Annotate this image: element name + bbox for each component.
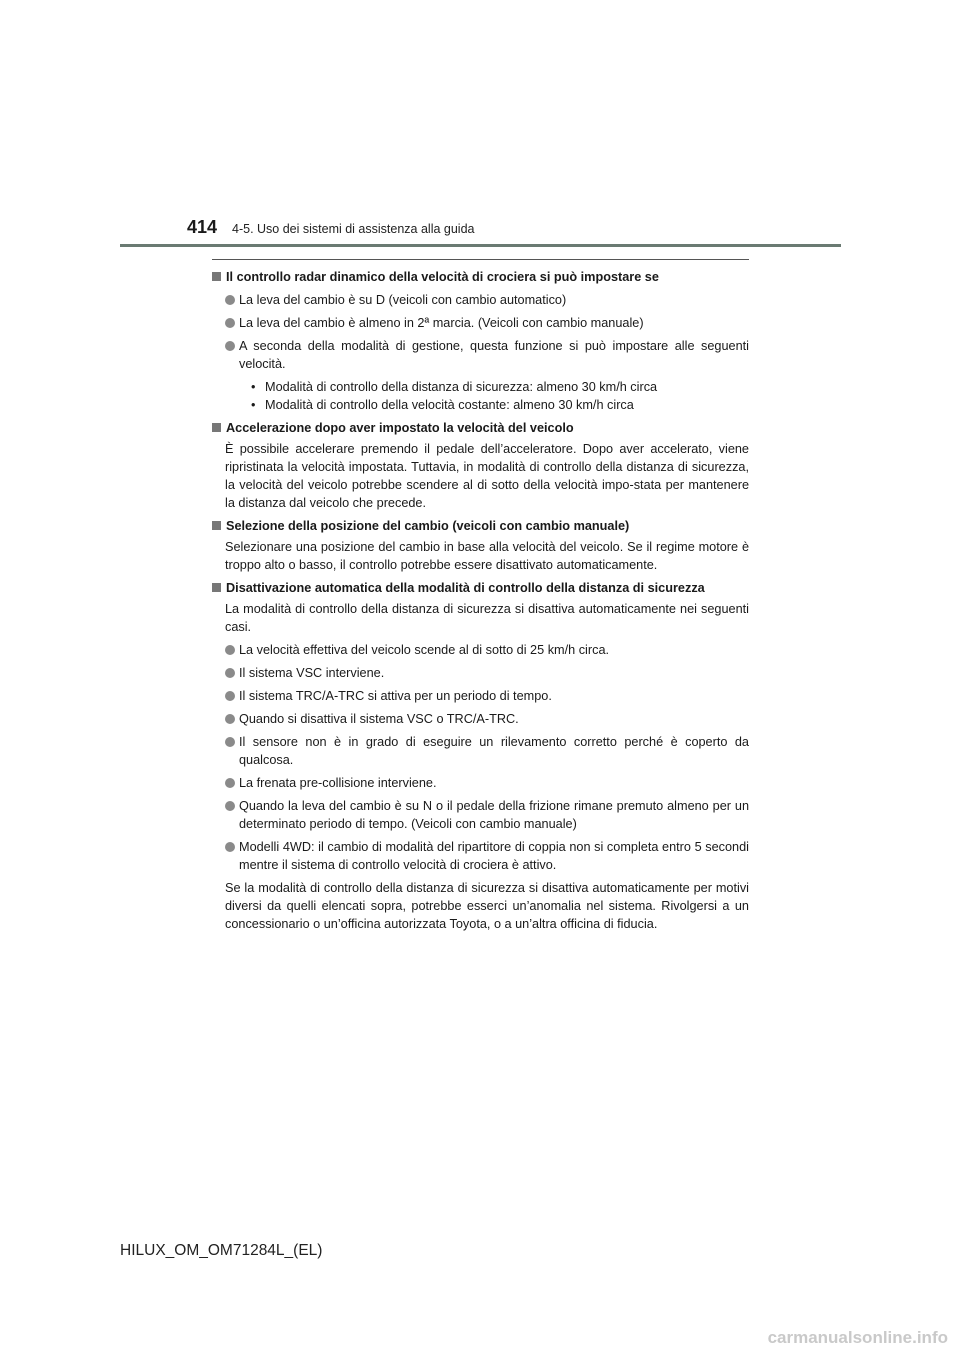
sub-list-item-text: Modalità di controllo della distanza di sicurezza: almeno 30 km/h circa: [265, 380, 658, 394]
square-bullet-icon: [212, 423, 221, 432]
circle-bullet-icon: [225, 668, 235, 678]
list-item: [225, 291, 749, 309]
list-item: [225, 337, 749, 373]
section-title: [212, 517, 749, 535]
list-item-text: La leva del cambio è su D (veicoli con cambio automatico): [239, 293, 567, 307]
circle-bullet-icon: [225, 778, 235, 788]
small-bullet-icon: •: [251, 380, 256, 394]
section-body: [212, 440, 749, 512]
list-item: [225, 774, 749, 792]
closing-paragraph: Se la modalità di controllo della distanza di sicurezza si disattiva automaticamente per motivi diversi da quelli elencati sopra, potrebbe esserci un’anomalia nel sistema. Rivolgersi a un concessionario o un’officina autorizzata Toyota, o a un’altra officina di fiducia.: [225, 881, 749, 931]
list-item-text: A seconda della modalità di gestione, questa funzione si può impostare alle seguenti velocità.: [239, 339, 749, 371]
document-code: HILUX_OM_OM71284L_(EL): [120, 1242, 323, 1259]
list-item: [225, 733, 749, 769]
section-title-text: Disattivazione automatica della modalità di controllo della distanza di sicurezza: [226, 581, 705, 595]
list-item-text: La velocità effettiva del veicolo scende al di sotto di 25 km/h circa.: [239, 643, 610, 657]
chapter-title: 4-5. Uso dei sistemi di assistenza alla guida: [232, 222, 475, 236]
list-item-text: Il sensore non è in grado di eseguire un rilevamento corretto perché è coperto da qualcosa.: [239, 735, 749, 767]
paragraph: Selezionare una posizione del cambio in base alla velocità del veicolo. Se il regime motore è troppo alto o basso, il controllo potrebbe essere disattivato automaticamente.: [225, 540, 749, 572]
list-item: [225, 664, 749, 682]
section-title-text: Selezione della posizione del cambio (veicoli con cambio manuale): [226, 519, 630, 533]
paragraph: È possibile accelerare premendo il pedale dell’acceleratore. Dopo aver accelerato, viene ripristinata la velocità impostata. Tuttavia, in modalità di controllo della distanza di sicurezza, la velocità del veicolo potrebbe scendere al di sotto della velocità impo-stata per mantenere la distanza dal veicolo che precede.: [225, 442, 749, 510]
section-title-text: Accelerazione dopo aver impostato la velocità del veicolo: [226, 421, 574, 435]
square-bullet-icon: [212, 272, 221, 281]
list-item: [225, 314, 749, 332]
circle-bullet-icon: [225, 842, 235, 852]
small-bullet-icon: •: [251, 398, 256, 412]
list-item-text: La frenata pre-collisione interviene.: [239, 776, 437, 790]
section-body: [212, 600, 749, 933]
section-title-text: Il controllo radar dinamico della velocità di crociera si può impostare se: [226, 270, 659, 284]
list-item: [225, 641, 749, 659]
list-item: [225, 687, 749, 705]
content: [212, 259, 749, 933]
circle-bullet-icon: [225, 691, 235, 701]
section-title: [212, 419, 749, 437]
header-rule: [120, 244, 841, 247]
list-item-text: Quando la leva del cambio è su N o il pedale della frizione rimane premuto almeno per un determinato periodo di tempo. (Veicoli con cambio manuale): [239, 799, 749, 831]
circle-bullet-icon: [225, 341, 235, 351]
circle-bullet-icon: [225, 714, 235, 724]
list-item: [225, 710, 749, 728]
sub-list-item-text: Modalità di controllo della velocità costante: almeno 30 km/h circa: [265, 398, 634, 412]
circle-bullet-icon: [225, 295, 235, 305]
section-body: [212, 538, 749, 574]
list-item-text: Il sistema VSC interviene.: [239, 666, 385, 680]
list-item: [225, 838, 749, 874]
list-item-text: Il sistema TRC/A-TRC si attiva per un periodo di tempo.: [239, 689, 552, 703]
sub-list-item: [251, 396, 749, 414]
sub-list: [225, 378, 749, 414]
list-item-text: La leva del cambio è almeno in 2ª marcia. (Veicoli con cambio manuale): [239, 316, 644, 330]
sub-list-item: [251, 378, 749, 396]
section-title: [212, 268, 749, 286]
circle-bullet-icon: [225, 737, 235, 747]
circle-bullet-icon: [225, 318, 235, 328]
section-body: [212, 291, 749, 414]
list-item: [225, 797, 749, 833]
list-item-text: Modelli 4WD: il cambio di modalità del ripartitore di coppia non si completa entro 5 secondi mentre il sistema di controllo velocità di crociera è attivo.: [239, 840, 749, 872]
section-title: [212, 579, 749, 597]
page-number: 414: [187, 217, 218, 237]
circle-bullet-icon: [225, 645, 235, 655]
circle-bullet-icon: [225, 801, 235, 811]
watermark: carmanualsonline.info: [767, 1328, 948, 1347]
square-bullet-icon: [212, 521, 221, 530]
square-bullet-icon: [212, 583, 221, 592]
paragraph: La modalità di controllo della distanza di sicurezza si disattiva automaticamente nei seguenti casi.: [225, 602, 749, 634]
list-item-text: Quando si disattiva il sistema VSC o TRC/A-TRC.: [239, 712, 519, 726]
